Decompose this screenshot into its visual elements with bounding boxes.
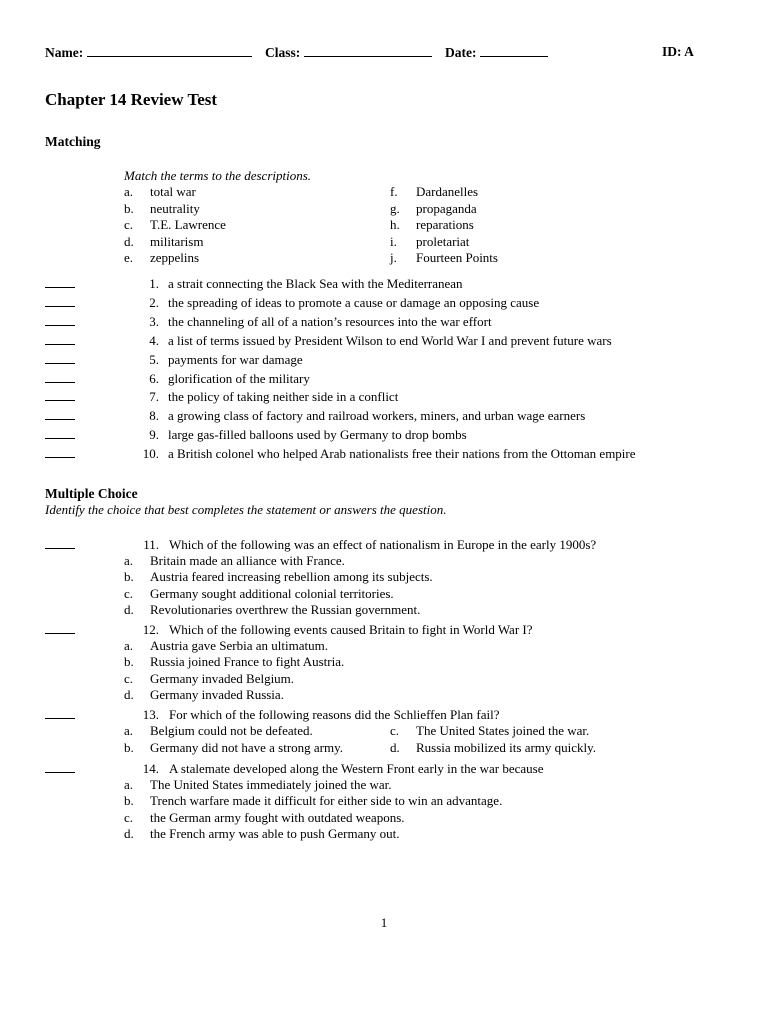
page-title: Chapter 14 Review Test: [45, 90, 218, 109]
answer-blank[interactable]: [45, 333, 75, 345]
answer-blank[interactable]: [45, 314, 75, 326]
matching-question: [45, 352, 725, 371]
term-text: neutrality: [150, 200, 200, 216]
question-text: the channeling of all of a nation’s resources into the war effort: [168, 313, 492, 329]
answer-blank[interactable]: [45, 427, 75, 439]
answer-option[interactable]: [390, 740, 596, 756]
term-letter: f.: [390, 184, 398, 199]
term-text: proletariat: [416, 233, 470, 249]
question-text: a growing class of factory and railroad workers, miners, and urban wage earners: [168, 408, 586, 424]
question-text: a British colonel who helped Arab nationalists free their nations from the Ottoman empire: [168, 446, 636, 462]
term-text: zeppelins: [150, 250, 200, 265]
name-field[interactable]: [45, 44, 252, 61]
answer-option[interactable]: [124, 723, 313, 739]
option-text: The United States joined the war.: [416, 723, 590, 738]
option-text: the German army fought with outdated weapons.: [150, 809, 405, 825]
question-number: 14.: [142, 761, 159, 776]
option-text: Germany sought additional colonial territories.: [150, 585, 394, 601]
option-text: Germany did not have a strong army.: [150, 740, 344, 755]
term-text: reparations: [416, 217, 474, 232]
term-letter: d.: [124, 233, 134, 249]
answer-blank[interactable]: [45, 389, 75, 401]
option-text: Russia mobilized its army quickly.: [416, 740, 597, 755]
answer-option[interactable]: [124, 586, 394, 602]
answer-option[interactable]: [124, 569, 433, 585]
answer-blank[interactable]: [45, 352, 75, 364]
question-number: 6.: [149, 370, 159, 386]
answer-blank[interactable]: [45, 446, 75, 458]
answer-blank[interactable]: [45, 537, 75, 549]
multiple-choice-heading: Multiple Choice: [45, 486, 138, 501]
answer-option[interactable]: [124, 740, 343, 756]
option-text: Germany invaded Belgium.: [150, 670, 295, 686]
option-text: Revolutionaries overthrew the Russian government.: [150, 601, 421, 617]
question-number: 7.: [149, 389, 159, 405]
answer-option[interactable]: [124, 777, 392, 793]
option-letter: c.: [390, 723, 400, 738]
answer-blank[interactable]: [45, 707, 75, 719]
term-text: Fourteen Points: [416, 250, 498, 265]
term-letter: g.: [390, 200, 400, 216]
term-text: propaganda: [416, 200, 477, 216]
option-text: Belgium could not be defeated.: [150, 723, 313, 738]
question-number: 5.: [149, 351, 159, 367]
option-letter: b.: [124, 654, 134, 670]
answer-option[interactable]: [124, 654, 344, 670]
term-letter: e.: [124, 250, 134, 265]
answer-option[interactable]: [124, 826, 399, 842]
question-text: the policy of taking neither side in a conflict: [168, 389, 399, 405]
multiple-choice-instruction: Identify the choice that best completes the statement or answers the question.: [45, 502, 447, 517]
option-letter: d.: [124, 601, 134, 617]
term-item: [124, 250, 199, 266]
question-text: the spreading of ideas to promote a cause or damage an opposing cause: [168, 294, 540, 310]
answer-option[interactable]: [390, 723, 589, 739]
class-blank[interactable]: [304, 44, 432, 57]
question-text: Which of the following was an effect of nationalism in Europe in the early 1900s?: [169, 537, 597, 552]
question-text: payments for war damage: [168, 351, 303, 367]
option-letter: a.: [124, 638, 134, 653]
date-blank[interactable]: [480, 44, 548, 57]
answer-blank[interactable]: [45, 622, 75, 634]
date-field[interactable]: [445, 44, 548, 61]
matching-question: [45, 371, 725, 390]
term-letter: b.: [124, 200, 134, 216]
term-item: [124, 217, 226, 233]
option-text: Russia joined France to fight Austria.: [150, 654, 345, 670]
option-text: Austria feared increasing rebellion among its subjects.: [150, 569, 433, 585]
test-id: ID: A: [662, 44, 694, 59]
answer-blank[interactable]: [45, 408, 75, 420]
matching-question: [45, 427, 725, 446]
answer-blank[interactable]: [45, 295, 75, 307]
question-text: For which of the following reasons did the Schlieffen Plan fail?: [169, 707, 500, 722]
answer-blank[interactable]: [45, 761, 75, 773]
answer-blank[interactable]: [45, 371, 75, 383]
question-number: 8.: [149, 408, 159, 424]
term-letter: c.: [124, 217, 134, 232]
question-number: 11.: [143, 537, 159, 552]
option-text: Germany invaded Russia.: [150, 686, 284, 702]
option-letter: a.: [124, 723, 134, 738]
answer-option[interactable]: [124, 553, 345, 569]
option-text: Trench warfare made it difficult for either side to win an advantage.: [150, 793, 503, 809]
question-number: 1.: [149, 276, 159, 291]
term-item: [390, 217, 474, 233]
option-text: the French army was able to push Germany out.: [150, 825, 400, 841]
question-number: 10.: [142, 446, 159, 462]
matching-question: [45, 408, 725, 427]
matching-question: [45, 389, 725, 408]
term-item: [124, 201, 200, 217]
option-letter: c.: [124, 670, 134, 686]
option-letter: c.: [124, 809, 134, 825]
option-letter: a.: [124, 777, 134, 792]
option-letter: c.: [124, 585, 134, 601]
option-text: The United States immediately joined the war.: [150, 777, 392, 792]
question-number: 9.: [149, 427, 159, 443]
date-label: Date:: [445, 45, 477, 60]
question-number: 13.: [142, 707, 159, 722]
question-text: glorification of the military: [168, 370, 310, 386]
term-text: militarism: [150, 233, 204, 249]
name-blank[interactable]: [87, 44, 252, 57]
term-letter: i.: [390, 233, 397, 249]
option-text: Austria gave Serbia an ultimatum.: [150, 638, 328, 653]
question-text: Which of the following events caused Britain to fight in World War I?: [169, 622, 533, 637]
option-letter: d.: [124, 825, 134, 841]
class-label: Class:: [265, 45, 301, 60]
matching-question: [45, 446, 725, 465]
term-item: [390, 234, 469, 250]
question-text: a list of terms issued by President Wilson to end World War I and prevent future wars: [168, 332, 612, 348]
question-text: a strait connecting the Black Sea with the Mediterranean: [168, 276, 463, 291]
matching-question: [45, 333, 725, 352]
term-item: [390, 250, 498, 266]
term-text: total war: [150, 184, 196, 199]
matching-instruction: Match the terms to the descriptions.: [124, 168, 312, 183]
answer-option[interactable]: [124, 602, 420, 618]
matching-heading: Matching: [45, 134, 101, 149]
term-item: [390, 184, 478, 200]
answer-option[interactable]: [124, 671, 294, 687]
matching-question: [45, 295, 725, 314]
answer-option[interactable]: [124, 793, 502, 809]
matching-question: [45, 314, 725, 333]
question-number: 2.: [149, 294, 159, 310]
term-letter: j.: [390, 250, 397, 265]
question-text: A stalemate developed along the Western Front early in the war because: [169, 761, 544, 776]
option-letter: b.: [124, 740, 134, 755]
option-text: Britain made an alliance with France.: [150, 553, 345, 568]
option-letter: d.: [390, 740, 400, 755]
question-number: 12.: [142, 622, 159, 637]
term-item: [124, 234, 203, 250]
option-letter: b.: [124, 569, 134, 585]
answer-option[interactable]: [124, 687, 284, 703]
answer-option[interactable]: [124, 638, 328, 654]
class-field[interactable]: [265, 44, 432, 61]
page-number: 1: [380, 915, 388, 930]
term-text: Dardanelles: [416, 184, 479, 199]
term-item: [390, 201, 477, 217]
term-letter: a.: [124, 184, 134, 199]
option-letter: a.: [124, 553, 134, 568]
term-text: T.E. Lawrence: [150, 217, 226, 232]
answer-option[interactable]: [124, 810, 405, 826]
answer-blank[interactable]: [45, 276, 75, 288]
question-number: 4.: [149, 332, 159, 348]
matching-question: [45, 276, 725, 295]
name-label: Name:: [45, 45, 84, 60]
option-letter: d.: [124, 686, 134, 702]
question-number: 3.: [149, 313, 159, 329]
option-letter: b.: [124, 793, 134, 809]
term-letter: h.: [390, 217, 400, 232]
term-item: [124, 184, 196, 200]
question-text: large gas-filled balloons used by Germany to drop bombs: [168, 427, 467, 443]
